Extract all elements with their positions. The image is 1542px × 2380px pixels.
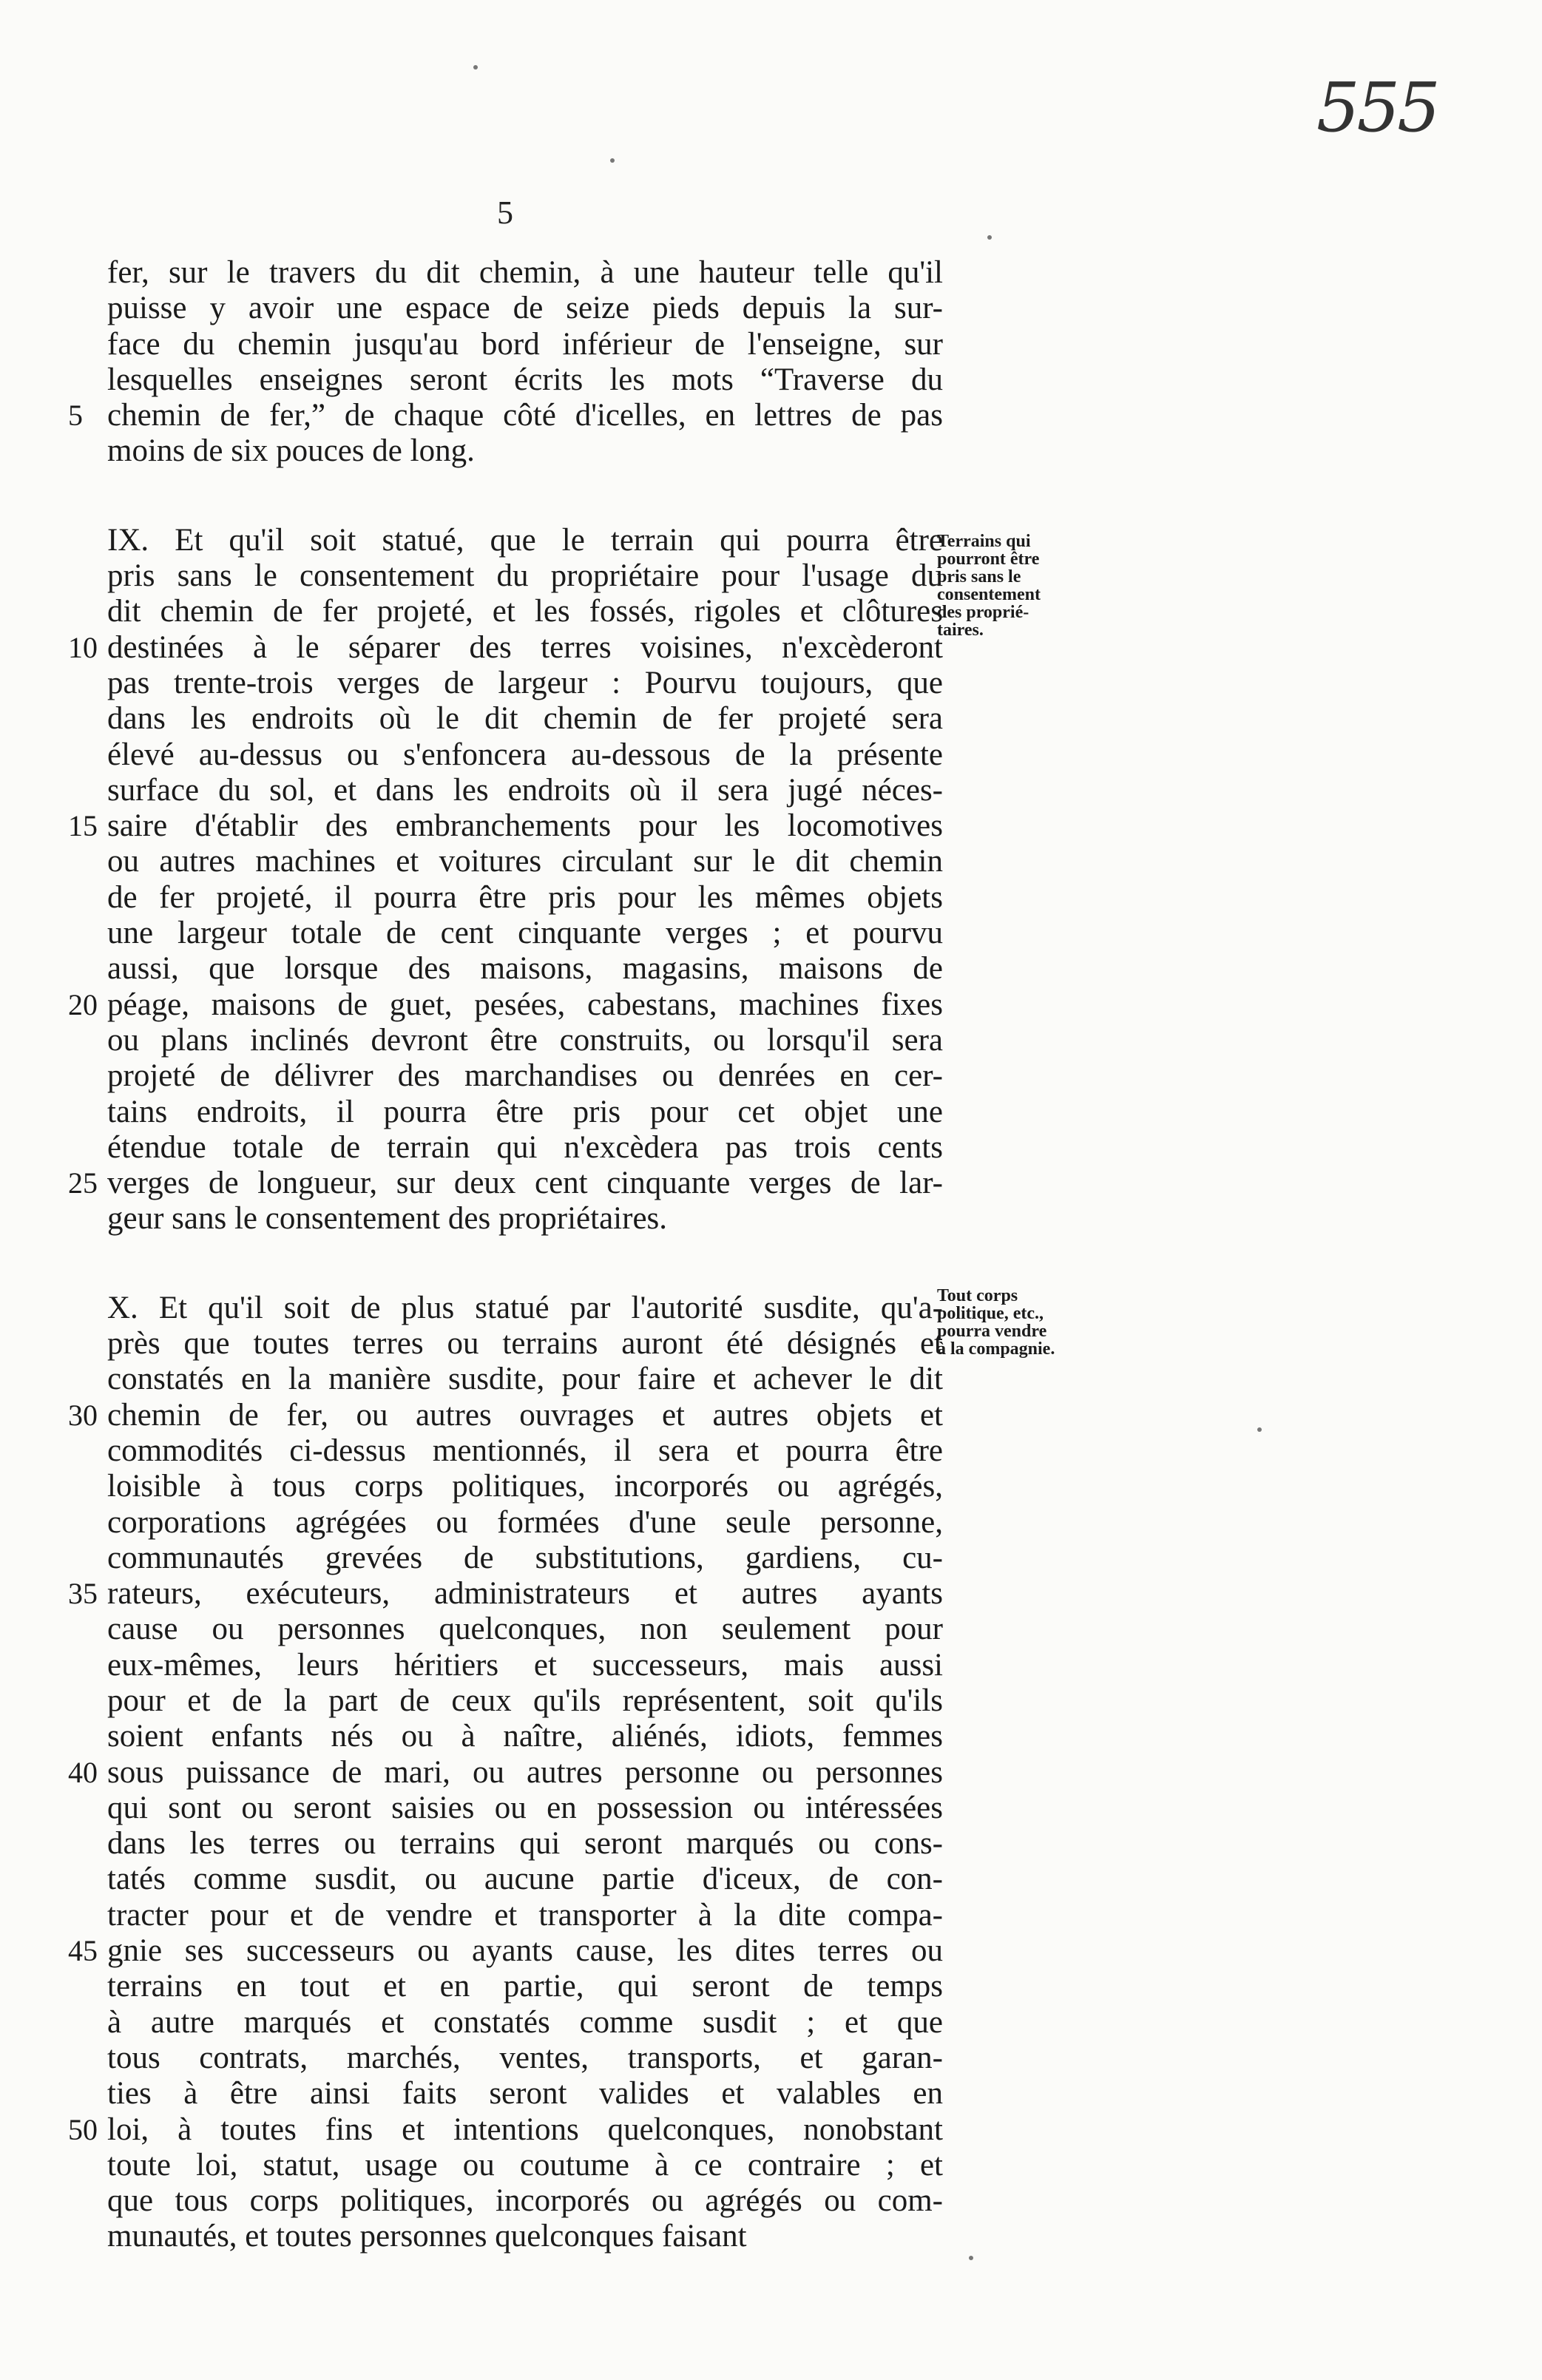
- line-text: dit chemin de fer projeté, et les fossés, rigoles et clôtures: [107, 594, 943, 629]
- text-line: [107, 2183, 943, 2219]
- text-line: [107, 880, 943, 916]
- line-text: cause ou personnes quelconques, non seulement pour: [107, 1612, 943, 1647]
- line-text: tains endroits, il pourra être pris pour cet objet une: [107, 1094, 943, 1129]
- line-text: eux-mêmes, leurs héritiers et successeurs, mais aussi: [107, 1647, 943, 1683]
- text-line: [107, 1648, 943, 1683]
- text-line: [107, 1058, 943, 1094]
- text-line: [68, 808, 943, 844]
- text-line: [107, 255, 943, 291]
- line-text: destinées à le séparer des terres voisines, n'excèderont: [107, 629, 943, 665]
- line-text: fer, sur le travers du dit chemin, à une hauteur telle qu'il: [107, 255, 943, 290]
- text-line: [68, 1754, 943, 1791]
- text-line: [107, 594, 943, 629]
- line-text: près que toutes terres ou terrains auront été désignés et: [107, 1326, 943, 1362]
- line-number: 35: [68, 1577, 98, 1611]
- handwritten-page-number: 555: [1316, 68, 1438, 147]
- line-text: X. Et qu'il soit de plus statué par l'autorité susdite, qu'a-: [107, 1290, 943, 1325]
- margin-note-corps-politique: [937, 1287, 1122, 1358]
- margin-note-line: pris sans le: [937, 567, 1021, 586]
- margin-note-line: à la compagnie.: [937, 1339, 1055, 1359]
- text-line: [107, 2041, 943, 2076]
- text-line: [68, 1166, 943, 1201]
- line-text: IX. Et qu'il soit statué, que le terrain qui pourra être: [107, 522, 943, 558]
- line-text: saire d'établir des embranchements pour les locomotives: [107, 808, 943, 844]
- text-line: [107, 1201, 943, 1237]
- line-text: qui sont ou seront saisies ou en possession ou intéressées: [107, 1790, 943, 1825]
- line-text: pas trente-trois verges de largeur : Pourvu toujours, que: [107, 665, 943, 700]
- text-line: [107, 523, 943, 558]
- text-line: [107, 737, 943, 773]
- text-line: [107, 1826, 943, 1862]
- line-text: rateurs, exécuteurs, administrateurs et autres ayants: [107, 1576, 943, 1612]
- line-text: puisse y avoir une espace de seize pieds depuis la sur-: [107, 291, 943, 326]
- text-line: [107, 1898, 943, 1933]
- text-line: [107, 1791, 943, 1826]
- text-line: [107, 951, 943, 987]
- text-line: [107, 916, 943, 951]
- margin-note-line: taires.: [937, 621, 984, 640]
- text-line: [107, 1541, 943, 1576]
- line-text: ou plans inclinés devront être construits, ou lorsqu'il sera: [107, 1022, 943, 1058]
- line-text: loisible à tous corps politiques, incorporés ou agrégés,: [107, 1469, 943, 1504]
- text-line: [68, 629, 943, 666]
- body-text: [68, 255, 943, 2255]
- margin-note-terrains: [937, 533, 1122, 639]
- paragraph-gap: [107, 470, 943, 523]
- text-line: [107, 1719, 943, 1754]
- text-line: [107, 1505, 943, 1541]
- line-text: terrains en tout et en partie, qui seront de temps: [107, 1969, 943, 2004]
- line-text: ou autres machines et voitures circulant sur le dit chemin: [107, 844, 943, 879]
- line-text: lesquelles enseignes seront écrits les mots “Traverse du: [107, 362, 943, 397]
- line-text: corporations agrégées ou formées d'une seule personne,: [107, 1504, 943, 1540]
- text-line: [68, 2112, 943, 2148]
- line-text: geur sans le consentement des propriétaires.: [107, 1201, 668, 1237]
- line-text: ties à être ainsi faits seront valides et valables en: [107, 2076, 943, 2112]
- line-text: constatés en la manière susdite, pour faire et achever le dit: [107, 1362, 943, 1397]
- text-line: [107, 433, 943, 469]
- line-text: moins de six pouces de long.: [107, 433, 475, 469]
- line-text: dans les endroits où le dit chemin de fer projeté sera: [107, 701, 943, 737]
- line-text: sous puissance de mari, ou autres personne ou personnes: [107, 1754, 943, 1790]
- line-text: projeté de délivrer des marchandises ou denrées en cer-: [107, 1058, 943, 1094]
- text-line: [107, 1969, 943, 2004]
- paper-speck: [987, 235, 992, 240]
- line-number: 45: [68, 1934, 98, 1968]
- line-text: loi, à toutes fins et intentions quelconques, nonobstant: [107, 2112, 943, 2147]
- line-text: toute loi, statut, usage ou coutume à ce contraire ; et: [107, 2147, 943, 2183]
- text-line: [107, 291, 943, 326]
- line-text: pour et de la part de ceux qu'ils représentent, soit qu'ils: [107, 1683, 943, 1718]
- line-text: une largeur totale de cent cinquante verges ; et pourvu: [107, 916, 943, 951]
- text-line: [107, 1023, 943, 1058]
- text-line: [107, 1469, 943, 1504]
- paper-speck: [969, 2256, 973, 2260]
- paper-speck: [610, 158, 615, 163]
- line-text: munautés, et toutes personnes quelconques faisant: [107, 2219, 747, 2254]
- line-text: face du chemin jusqu'au bord inférieur de l'enseigne, sur: [107, 326, 943, 362]
- line-number: 40: [68, 1755, 98, 1789]
- margin-note-line: Terrains qui: [937, 532, 1031, 551]
- line-number: 20: [68, 987, 98, 1021]
- text-line: [107, 1095, 943, 1130]
- line-text: à autre marqués et constatés comme susdit ; et que: [107, 2004, 943, 2040]
- text-line: [107, 1433, 943, 1469]
- line-text: tatés comme susdit, ou aucune partie d'iceux, de con-: [107, 1862, 943, 1897]
- line-number: 15: [68, 809, 98, 843]
- line-text: verges de longueur, sur deux cent cinquante verges de lar-: [107, 1166, 943, 1201]
- margin-note-line: des proprié-: [937, 603, 1029, 622]
- line-text: gnie ses successeurs ou ayants cause, les dites terres ou: [107, 1933, 943, 1969]
- line-number: 10: [68, 630, 98, 664]
- margin-note-line: consentement: [937, 585, 1041, 604]
- text-line: [68, 1576, 943, 1612]
- margin-note-line: pourra vendre: [937, 1322, 1047, 1341]
- text-line: [68, 1933, 943, 1969]
- text-line: [107, 773, 943, 808]
- text-line: [107, 701, 943, 737]
- paper-speck: [1257, 1427, 1262, 1432]
- text-line: [107, 1862, 943, 1897]
- text-line: [107, 362, 943, 398]
- line-text: dans les terres ou terrains qui seront marqués ou cons-: [107, 1826, 943, 1862]
- text-line: [107, 1683, 943, 1719]
- text-line: [107, 2005, 943, 2041]
- line-text: pris sans le consentement du propriétaire pour l'usage du: [107, 558, 943, 594]
- text-line: [107, 1291, 943, 1326]
- text-line: [107, 1130, 943, 1166]
- line-text: de fer projeté, il pourra être pris pour les mêmes objets: [107, 879, 943, 915]
- line-text: élevé au-dessus ou s'enfoncera au-dessous de la présente: [107, 737, 943, 772]
- line-text: soient enfants nés ou à naître, aliénés, idiots, femmes: [107, 1719, 943, 1754]
- text-line: [107, 1326, 943, 1362]
- line-text: commodités ci-dessus mentionnés, il sera et pourra être: [107, 1433, 943, 1468]
- text-line: [107, 2219, 943, 2254]
- text-line: [107, 558, 943, 594]
- margin-note-line: pourront être: [937, 550, 1040, 569]
- text-line: [107, 844, 943, 879]
- text-line: [68, 1397, 943, 1433]
- paragraph-gap: [107, 1237, 943, 1291]
- margin-note-line: politique, etc.,: [937, 1304, 1044, 1323]
- paper-speck: [473, 65, 478, 70]
- line-text: aussi, que lorsque des maisons, magasins, maisons de: [107, 951, 943, 987]
- text-line: [107, 2148, 943, 2183]
- line-text: que tous corps politiques, incorporés ou agrégés ou com-: [107, 2183, 943, 2219]
- line-number: 50: [68, 2112, 98, 2146]
- text-line: [107, 327, 943, 362]
- line-text: chemin de fer,” de chaque côté d'icelles, en lettres de pas: [107, 398, 943, 433]
- line-text: surface du sol, et dans les endroits où il sera jugé néces-: [107, 772, 943, 808]
- line-text: étendue totale de terrain qui n'excèdera pas trois cents: [107, 1129, 943, 1165]
- line-text: tous contrats, marchés, ventes, transports, et garan-: [107, 2040, 943, 2075]
- line-number: 25: [68, 1166, 98, 1200]
- page-number: 5: [497, 195, 513, 231]
- text-line: [68, 398, 943, 433]
- text-line: [68, 987, 943, 1023]
- line-text: chemin de fer, ou autres ouvrages et autres objets et: [107, 1397, 943, 1433]
- line-text: péage, maisons de guet, pesées, cabestans, machines fixes: [107, 987, 943, 1022]
- text-line: [107, 2076, 943, 2112]
- line-text: communautés grevées de substitutions, gardiens, cu-: [107, 1540, 943, 1575]
- text-line: [107, 1362, 943, 1397]
- line-number: 30: [68, 1398, 98, 1432]
- line-number: 5: [68, 399, 83, 433]
- text-line: [107, 666, 943, 701]
- text-line: [107, 1612, 943, 1647]
- margin-note-line: Tout corps: [937, 1286, 1018, 1305]
- line-text: tracter pour et de vendre et transporter à la dite compa-: [107, 1897, 943, 1933]
